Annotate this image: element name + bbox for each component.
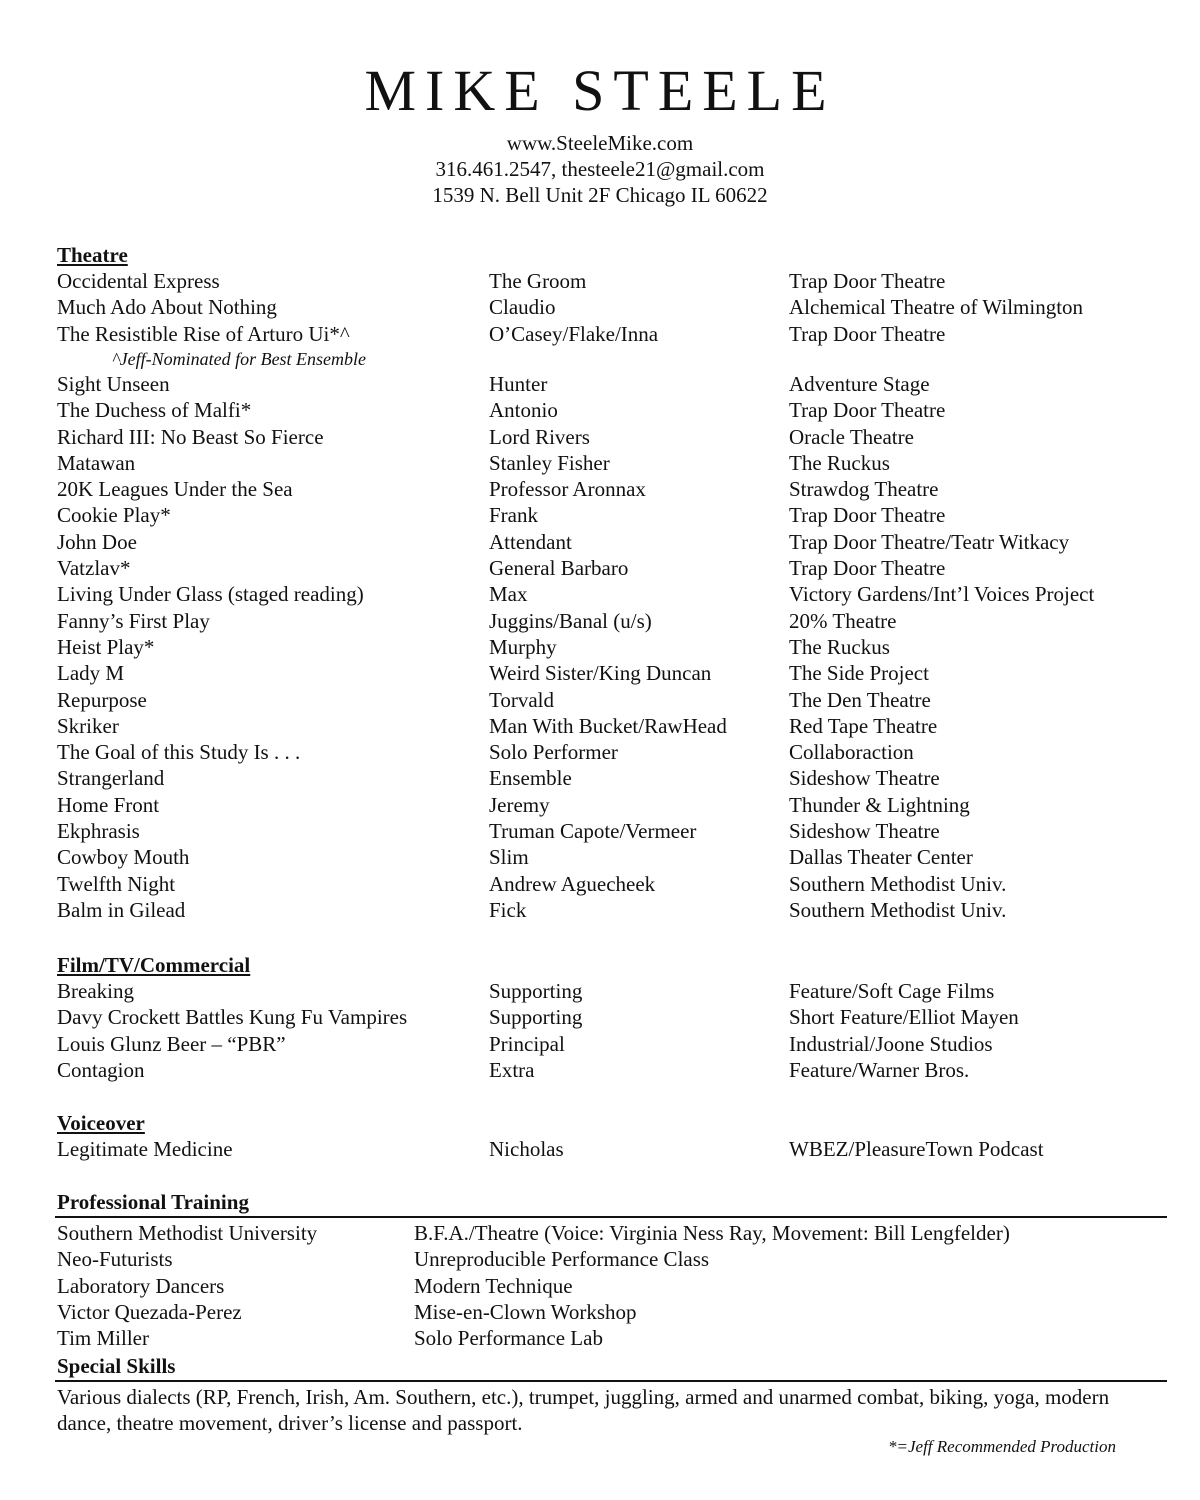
theatre-heading: Theatre	[57, 243, 128, 267]
training-heading: Professional Training	[57, 1190, 249, 1214]
training-detail: B.F.A./Theatre (Voice: Virginia Ness Ray, Movement: Bill Lengfelder)	[414, 1221, 1010, 1245]
theatre-row	[0, 321, 1200, 347]
role: Professor Aronnax	[489, 477, 646, 502]
production-title: Skriker	[57, 713, 119, 738]
training-institution: Southern Methodist University	[57, 1221, 318, 1245]
role: Man With Bucket/RawHead	[489, 713, 727, 738]
voiceover-heading: Voiceover	[57, 1111, 145, 1135]
role: Jeremy	[489, 792, 550, 817]
training-detail: Unreproducible Performance Class	[414, 1247, 710, 1272]
training-row	[0, 1246, 1200, 1272]
theatre-row	[0, 739, 1200, 765]
production-title: Sight Unseen	[57, 371, 170, 396]
training-row	[0, 1273, 1200, 1299]
role: Frank	[489, 503, 538, 528]
production-title: The Goal of this Study Is . . .	[57, 740, 301, 765]
role: Principal	[489, 1031, 565, 1056]
theatre-row	[0, 294, 1200, 320]
production-title: Contagion	[57, 1057, 145, 1082]
production-title: Home Front	[57, 792, 160, 817]
role: Hunter	[489, 371, 548, 396]
training-detail: Modern Technique	[414, 1273, 573, 1298]
role: O’Casey/Flake/Inna	[489, 321, 659, 346]
theatre-row	[0, 424, 1200, 450]
training-row	[0, 1299, 1200, 1325]
theatre-row	[0, 792, 1200, 818]
production-title: Cowboy Mouth	[57, 845, 190, 870]
production-title: Richard III: No Beast So Fierce	[57, 424, 324, 449]
company: Southern Methodist Univ.	[789, 897, 1007, 922]
theatre-row	[0, 713, 1200, 739]
phone-email[interactable]: 316.461.2547, thesteele21@gmail.com	[435, 157, 765, 181]
theatre-row	[0, 660, 1200, 686]
company: The Ruckus	[789, 450, 890, 475]
film-row	[0, 1057, 1200, 1083]
theatre-row	[0, 687, 1200, 713]
production-title: Cookie Play*	[57, 503, 171, 528]
role: Andrew Aguecheek	[489, 871, 656, 896]
production-title: Legitimate Medicine	[57, 1137, 233, 1161]
company: Dallas Theater Center	[789, 845, 973, 870]
theatre-row	[0, 608, 1200, 634]
production-title: The Duchess of Malfi*	[57, 398, 252, 423]
production-title: Fanny’s First Play	[57, 608, 210, 633]
production-title: 20K Leagues Under the Sea	[57, 477, 293, 502]
role: Stanley Fisher	[489, 450, 610, 475]
theatre-row	[0, 555, 1200, 581]
company: Trap Door Theatre	[789, 321, 946, 346]
theatre-row	[0, 634, 1200, 660]
company: Short Feature/Elliot Mayen	[789, 1005, 1019, 1030]
company: Collaboraction	[789, 740, 914, 765]
theatre-row	[0, 371, 1200, 397]
theatre-row	[0, 765, 1200, 791]
company: Red Tape Theatre	[789, 713, 938, 738]
role: Ensemble	[489, 766, 572, 791]
role: Juggins/Banal (u/s)	[489, 608, 652, 633]
role: Slim	[489, 845, 529, 870]
company: Southern Methodist Univ.	[789, 871, 1007, 896]
production-title: Ekphrasis	[57, 819, 140, 843]
skills-divider	[55, 1380, 1167, 1382]
company: WBEZ/PleasureTown Podcast	[789, 1137, 1044, 1161]
company: Thunder & Lightning	[789, 792, 970, 817]
role: Supporting	[489, 979, 583, 1003]
company: Industrial/Joone Studios	[789, 1031, 993, 1056]
jeff-nomination-note: ^Jeff-Nominated for Best Ensemble	[112, 349, 367, 369]
production-title: Living Under Glass (staged reading)	[57, 582, 364, 607]
company: Feature/Warner Bros.	[789, 1057, 970, 1082]
role: Supporting	[489, 1005, 583, 1030]
production-title: John Doe	[57, 529, 137, 554]
training-divider	[55, 1216, 1167, 1218]
production-title: Strangerland	[57, 766, 165, 791]
theatre-row	[0, 529, 1200, 555]
theatre-row	[0, 818, 1200, 844]
theatre-row	[0, 581, 1200, 607]
training-row	[0, 1220, 1200, 1246]
production-title: Much Ado About Nothing	[57, 295, 277, 320]
company: 20% Theatre	[789, 608, 897, 633]
company: Trap Door Theatre/Teatr Witkacy	[789, 529, 1070, 554]
training-institution: Laboratory Dancers	[57, 1273, 225, 1298]
role: Fick	[489, 897, 527, 922]
role: Weird Sister/King Duncan	[489, 661, 712, 686]
theatre-row	[0, 397, 1200, 423]
voiceover-row	[0, 1136, 1200, 1162]
skills-text: Various dialects (RP, French, Irish, Am. Southern, etc.), trumpet, juggling, armed and unarmed combat, biking, yoga, modern dance, theatre movement, driver’s license and passport.	[57, 1385, 1110, 1435]
role: Murphy	[489, 634, 557, 659]
theatre-row	[0, 476, 1200, 502]
production-title: Davy Crockett Battles Kung Fu Vampires	[57, 1005, 408, 1030]
training-institution: Tim Miller	[57, 1326, 149, 1351]
theatre-row	[0, 897, 1200, 923]
company: The Ruckus	[789, 634, 890, 659]
company: Strawdog Theatre	[789, 477, 939, 502]
company: Trap Door Theatre	[789, 269, 946, 293]
training-detail: Mise-en-Clown Workshop	[414, 1299, 637, 1324]
role: Attendant	[489, 529, 572, 554]
theatre-row	[0, 450, 1200, 476]
company: Feature/Soft Cage Films	[789, 979, 995, 1003]
production-title: Vatzlav*	[57, 556, 131, 580]
footnote: *=Jeff Recommended Production	[888, 1437, 1116, 1456]
role: The Groom	[489, 269, 587, 293]
production-title: Louis Glunz Beer – “PBR”	[57, 1031, 286, 1056]
website[interactable]: www.SteeleMike.com	[506, 131, 694, 155]
role: Extra	[489, 1057, 535, 1082]
company: Trap Door Theatre	[789, 398, 946, 423]
theatre-row	[0, 268, 1200, 294]
company: Sideshow Theatre	[789, 819, 940, 843]
production-title: Heist Play*	[57, 634, 155, 659]
role: General Barbaro	[489, 556, 629, 580]
company: Sideshow Theatre	[789, 766, 940, 791]
role: Solo Performer	[489, 740, 618, 765]
role: Claudio	[489, 295, 556, 320]
company: Oracle Theatre	[789, 424, 914, 449]
production-title: Matawan	[57, 450, 136, 475]
role: Nicholas	[489, 1137, 564, 1161]
production-title: Breaking	[57, 979, 134, 1003]
company: Trap Door Theatre	[789, 503, 946, 528]
film-row	[0, 1031, 1200, 1057]
company: The Den Theatre	[789, 687, 931, 712]
company: Alchemical Theatre of Wilmington	[789, 295, 1084, 320]
production-title: Twelfth Night	[57, 871, 176, 896]
company: Adventure Stage	[789, 371, 930, 396]
film-row	[0, 1004, 1200, 1030]
role: Torvald	[489, 687, 555, 712]
production-title: The Resistible Rise of Arturo Ui*^	[57, 321, 350, 346]
role: Max	[489, 582, 528, 607]
theatre-row	[0, 502, 1200, 528]
role: Truman Capote/Vermeer	[489, 819, 697, 843]
production-title: Lady M	[57, 661, 125, 686]
role: Antonio	[489, 398, 558, 423]
film-heading: Film/TV/Commercial	[57, 953, 251, 977]
production-title: Balm in Gilead	[57, 897, 186, 922]
training-institution: Victor Quezada-Perez	[57, 1299, 242, 1324]
production-title: Occidental Express	[57, 269, 220, 293]
theatre-row	[0, 871, 1200, 897]
production-title: Repurpose	[57, 687, 147, 712]
resume-name: MIKE STEELE	[364, 58, 836, 123]
company: Victory Gardens/Int’l Voices Project	[789, 582, 1095, 607]
company: Trap Door Theatre	[789, 556, 946, 580]
company: The Side Project	[789, 661, 929, 686]
theatre-row	[0, 844, 1200, 870]
training-institution: Neo-Futurists	[57, 1247, 173, 1272]
training-detail: Solo Performance Lab	[414, 1326, 603, 1351]
film-row	[0, 978, 1200, 1004]
skills-heading: Special Skills	[57, 1354, 176, 1378]
training-row	[0, 1325, 1200, 1351]
role: Lord Rivers	[489, 424, 590, 449]
address: 1539 N. Bell Unit 2F Chicago IL 60622	[432, 183, 768, 207]
